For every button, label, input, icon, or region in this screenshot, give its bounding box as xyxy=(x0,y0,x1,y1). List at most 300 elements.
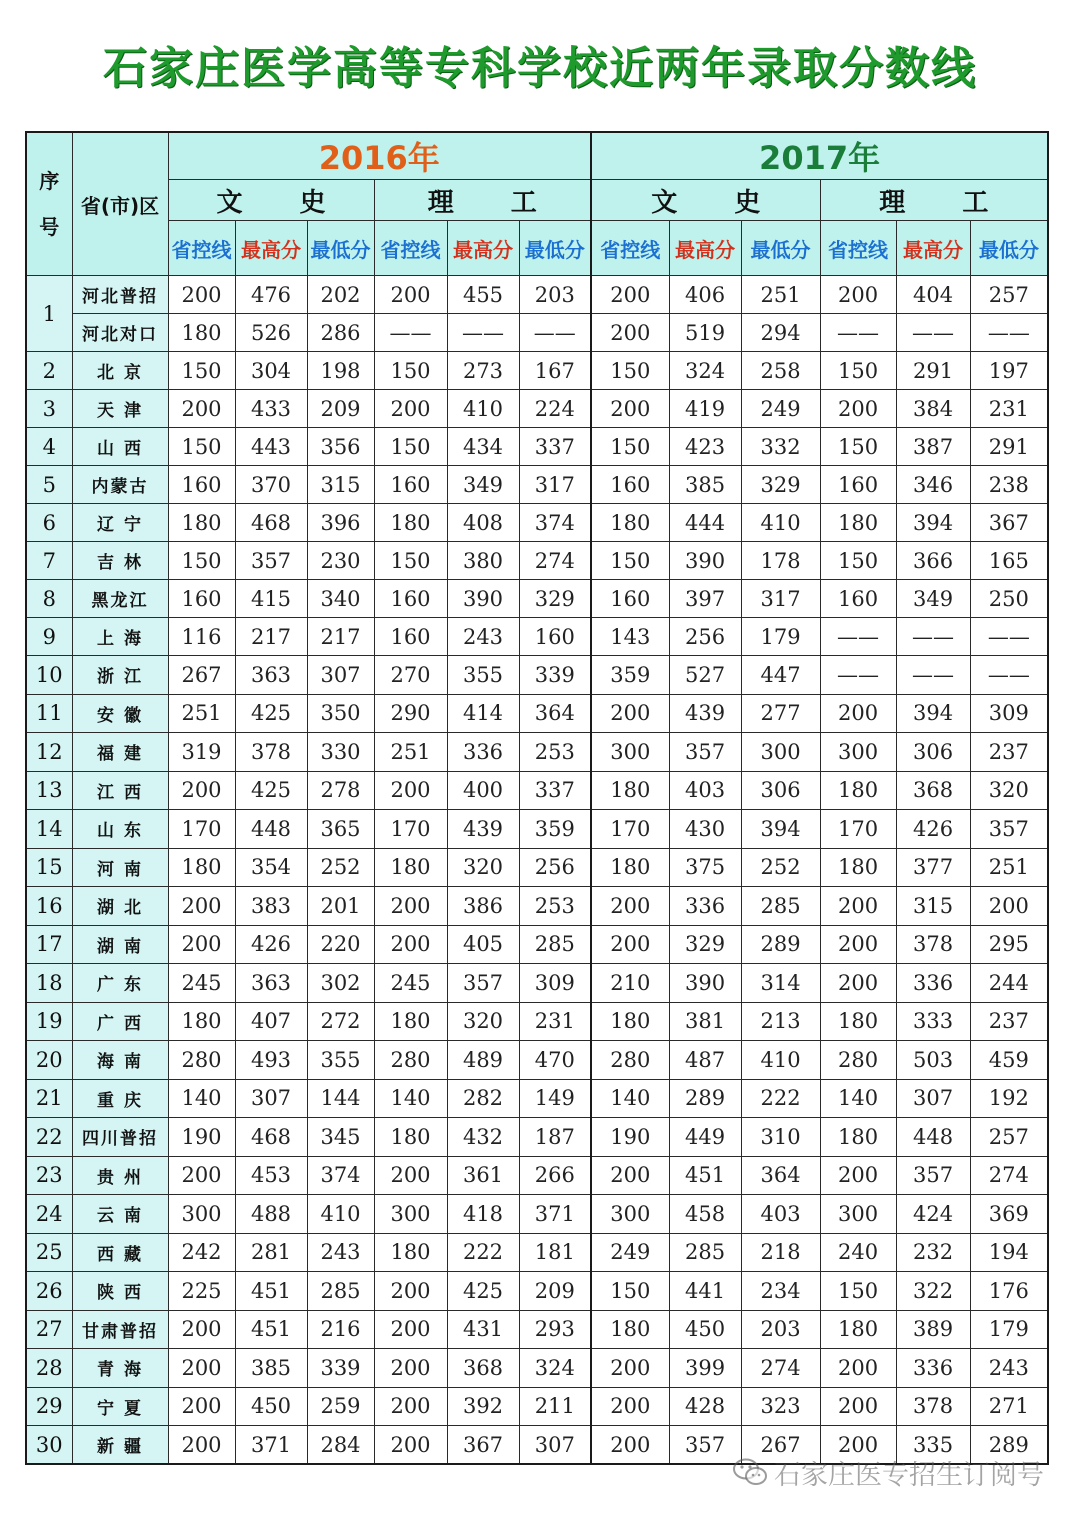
score-cell: —— xyxy=(896,314,970,352)
score-cell: 160 xyxy=(591,580,669,618)
score-cell: 293 xyxy=(519,1310,591,1349)
score-cell: 405 xyxy=(447,925,519,964)
score-cell: 458 xyxy=(669,1195,741,1234)
table-row xyxy=(26,848,1048,887)
score-cell: 150 xyxy=(820,352,896,390)
score-cell: 200 xyxy=(168,1426,235,1465)
score-cell: 357 xyxy=(447,964,519,1003)
score-cell: 400 xyxy=(447,771,519,810)
row-seq: 20 xyxy=(26,1041,72,1080)
score-cell: 180 xyxy=(168,848,235,887)
score-cell: 410 xyxy=(741,1041,820,1080)
score-cell: 180 xyxy=(820,848,896,887)
score-cell: 332 xyxy=(741,428,820,466)
score-cell: 200 xyxy=(820,925,896,964)
row-province: 黑龙江 xyxy=(72,580,168,618)
score-cell: 419 xyxy=(669,390,741,428)
score-cell: 322 xyxy=(896,1272,970,1311)
subheader-min-score: 最低分 xyxy=(741,221,820,276)
score-cell: 278 xyxy=(307,771,374,810)
score-cell: 180 xyxy=(374,1233,447,1272)
score-cell: 374 xyxy=(307,1156,374,1195)
score-cell: 384 xyxy=(896,390,970,428)
score-cell: 200 xyxy=(591,925,669,964)
score-cell: 231 xyxy=(970,390,1048,428)
table-row xyxy=(26,656,1048,695)
score-cell: 267 xyxy=(741,1426,820,1465)
score-cell: 234 xyxy=(741,1272,820,1311)
score-cell: 448 xyxy=(896,1118,970,1157)
score-cell: 280 xyxy=(374,1041,447,1080)
score-cell: 180 xyxy=(168,504,235,542)
score-cell: 179 xyxy=(741,618,820,656)
score-cell: 180 xyxy=(374,504,447,542)
score-cell: 213 xyxy=(741,1002,820,1041)
score-cell: 324 xyxy=(669,352,741,390)
score-cell: 349 xyxy=(447,466,519,504)
score-cell: 406 xyxy=(669,276,741,314)
row-seq: 7 xyxy=(26,542,72,580)
row-seq: 2 xyxy=(26,352,72,390)
row-province: 甘肃普招 xyxy=(72,1310,168,1349)
score-cell: 150 xyxy=(820,428,896,466)
row-province: 天 津 xyxy=(72,390,168,428)
score-cell: 450 xyxy=(669,1310,741,1349)
row-seq: 17 xyxy=(26,925,72,964)
row-province: 福 建 xyxy=(72,733,168,772)
table-row xyxy=(26,466,1048,504)
row-province: 吉 林 xyxy=(72,542,168,580)
score-cell: 294 xyxy=(741,314,820,352)
score-cell: 200 xyxy=(970,887,1048,926)
score-cell: 180 xyxy=(168,314,235,352)
score-cell: 394 xyxy=(896,694,970,733)
score-cell: 277 xyxy=(741,694,820,733)
row-seq: 10 xyxy=(26,656,72,695)
score-cell: 385 xyxy=(235,1349,307,1388)
table-row xyxy=(26,1387,1048,1426)
row-province: 浙 江 xyxy=(72,656,168,695)
score-cell: 230 xyxy=(307,542,374,580)
score-cell: 180 xyxy=(374,1118,447,1157)
row-seq: 5 xyxy=(26,466,72,504)
score-cell: 306 xyxy=(896,733,970,772)
score-cell: 329 xyxy=(669,925,741,964)
score-cell: 150 xyxy=(374,428,447,466)
table-row xyxy=(26,810,1048,849)
score-cell: 180 xyxy=(374,848,447,887)
score-cell: 251 xyxy=(374,733,447,772)
subheader-min-score: 最低分 xyxy=(307,221,374,276)
score-cell: 242 xyxy=(168,1233,235,1272)
row-seq: 1 xyxy=(26,276,72,352)
subheader-min-score: 最低分 xyxy=(519,221,591,276)
score-cell: 179 xyxy=(970,1310,1048,1349)
score-cell: 200 xyxy=(374,276,447,314)
row-seq: 22 xyxy=(26,1118,72,1157)
score-cell: 444 xyxy=(669,504,741,542)
table-row xyxy=(26,1041,1048,1080)
row-seq: 18 xyxy=(26,964,72,1003)
score-cell: 200 xyxy=(591,390,669,428)
score-cell: 300 xyxy=(741,733,820,772)
score-cell: 200 xyxy=(374,1349,447,1388)
row-seq: 3 xyxy=(26,390,72,428)
score-cell: 329 xyxy=(519,580,591,618)
row-seq: 28 xyxy=(26,1349,72,1388)
score-cell: 414 xyxy=(447,694,519,733)
row-seq: 23 xyxy=(26,1156,72,1195)
row-province: 海 南 xyxy=(72,1041,168,1080)
table-row xyxy=(26,1002,1048,1041)
score-cell: 357 xyxy=(970,810,1048,849)
score-cell: 222 xyxy=(741,1079,820,1118)
score-cell: —— xyxy=(820,314,896,352)
score-cell: 337 xyxy=(519,428,591,466)
score-cell: 320 xyxy=(447,848,519,887)
score-cell: 336 xyxy=(896,1349,970,1388)
score-cell: 329 xyxy=(741,466,820,504)
score-cell: 200 xyxy=(820,1387,896,1426)
table-row xyxy=(26,352,1048,390)
score-cell: 200 xyxy=(820,694,896,733)
score-cell: 178 xyxy=(741,542,820,580)
score-cell: 424 xyxy=(896,1195,970,1234)
score-cell: 200 xyxy=(374,887,447,926)
score-cell: 253 xyxy=(519,887,591,926)
table-row xyxy=(26,1349,1048,1388)
score-cell: 245 xyxy=(168,964,235,1003)
score-cell: 209 xyxy=(519,1272,591,1311)
score-cell: 310 xyxy=(741,1118,820,1157)
score-cell: 487 xyxy=(669,1041,741,1080)
score-cell: 300 xyxy=(820,733,896,772)
header-province: 省(市)区 xyxy=(72,132,168,276)
score-cell: 281 xyxy=(235,1233,307,1272)
header-seq-label: 序号 xyxy=(39,169,60,239)
score-cell: 160 xyxy=(820,580,896,618)
score-cell: 385 xyxy=(669,466,741,504)
score-cell: 200 xyxy=(820,390,896,428)
score-cell: 181 xyxy=(519,1233,591,1272)
score-cell: 415 xyxy=(235,580,307,618)
score-cell: 363 xyxy=(235,656,307,695)
score-cell: 527 xyxy=(669,656,741,695)
watermark xyxy=(732,1452,1062,1492)
score-cell: 180 xyxy=(591,504,669,542)
score-cell: 144 xyxy=(307,1079,374,1118)
score-cell: 291 xyxy=(896,352,970,390)
score-cell: 377 xyxy=(896,848,970,887)
row-province: 四川普招 xyxy=(72,1118,168,1157)
table-row xyxy=(26,694,1048,733)
header-2017-wenshi: 文 史 xyxy=(591,180,820,221)
score-cell: 240 xyxy=(820,1233,896,1272)
row-seq: 26 xyxy=(26,1272,72,1311)
score-cell: —— xyxy=(374,314,447,352)
score-cell: 320 xyxy=(447,1002,519,1041)
score-cell: 238 xyxy=(970,466,1048,504)
score-cell: 300 xyxy=(591,1195,669,1234)
score-cell: 150 xyxy=(168,428,235,466)
score-cell: 386 xyxy=(447,887,519,926)
row-province: 山 西 xyxy=(72,428,168,466)
score-cell: 390 xyxy=(669,542,741,580)
score-cell: 200 xyxy=(374,390,447,428)
table-row xyxy=(26,771,1048,810)
score-cell: 389 xyxy=(896,1310,970,1349)
score-cell: 364 xyxy=(519,694,591,733)
row-province: 贵 州 xyxy=(72,1156,168,1195)
score-cell: 410 xyxy=(307,1195,374,1234)
score-cell: 340 xyxy=(307,580,374,618)
score-cell: 339 xyxy=(519,656,591,695)
score-cell: 266 xyxy=(519,1156,591,1195)
score-cell: —— xyxy=(896,618,970,656)
score-cell: 225 xyxy=(168,1272,235,1311)
subheader-max-score: 最高分 xyxy=(669,221,741,276)
table-row xyxy=(26,1310,1048,1349)
score-cell: 211 xyxy=(519,1387,591,1426)
score-cell: 285 xyxy=(669,1233,741,1272)
score-cell: 302 xyxy=(307,964,374,1003)
score-cell: 410 xyxy=(447,390,519,428)
score-cell: 336 xyxy=(669,887,741,926)
row-province: 广 东 xyxy=(72,964,168,1003)
table-row xyxy=(26,733,1048,772)
row-seq: 27 xyxy=(26,1310,72,1349)
score-cell: 309 xyxy=(519,964,591,1003)
subheader-control-line: 省控线 xyxy=(591,221,669,276)
score-cell: 418 xyxy=(447,1195,519,1234)
score-cell: 200 xyxy=(374,1272,447,1311)
score-cell: 519 xyxy=(669,314,741,352)
score-cell: 439 xyxy=(447,810,519,849)
score-cell: 315 xyxy=(307,466,374,504)
score-cell: 271 xyxy=(970,1387,1048,1426)
row-seq: 13 xyxy=(26,771,72,810)
score-cell: 290 xyxy=(374,694,447,733)
score-cell: 150 xyxy=(168,352,235,390)
score-cell: 170 xyxy=(591,810,669,849)
table-row xyxy=(26,314,1048,352)
score-cell: 140 xyxy=(374,1079,447,1118)
score-cell: 488 xyxy=(235,1195,307,1234)
score-cell: 267 xyxy=(168,656,235,695)
score-cell: 140 xyxy=(168,1079,235,1118)
score-cell: 503 xyxy=(896,1041,970,1080)
score-cell: 410 xyxy=(741,504,820,542)
score-cell: 453 xyxy=(235,1156,307,1195)
score-cell: 423 xyxy=(669,428,741,466)
header-2016-ligong: 理 工 xyxy=(374,180,591,221)
score-cell: 160 xyxy=(374,618,447,656)
score-cell: 295 xyxy=(970,925,1048,964)
score-cell: 180 xyxy=(591,771,669,810)
score-cell: 200 xyxy=(168,887,235,926)
row-province: 湖 北 xyxy=(72,887,168,926)
score-cell: 371 xyxy=(235,1426,307,1465)
score-cell: 217 xyxy=(307,618,374,656)
score-cell: 489 xyxy=(447,1041,519,1080)
score-cell: 426 xyxy=(896,810,970,849)
score-cell: 160 xyxy=(591,466,669,504)
row-province: 河 南 xyxy=(72,848,168,887)
score-cell: —— xyxy=(896,656,970,695)
score-cell: 250 xyxy=(970,580,1048,618)
row-seq: 15 xyxy=(26,848,72,887)
score-cell: 476 xyxy=(235,276,307,314)
score-cell: 289 xyxy=(669,1079,741,1118)
header-year-2016: 2016年 xyxy=(168,132,591,180)
score-cell: 217 xyxy=(235,618,307,656)
score-cell: 252 xyxy=(741,848,820,887)
score-cell: 300 xyxy=(591,733,669,772)
score-cell: 526 xyxy=(235,314,307,352)
score-cell: 209 xyxy=(307,390,374,428)
score-cell: 160 xyxy=(168,466,235,504)
row-province: 湖 南 xyxy=(72,925,168,964)
score-cell: 150 xyxy=(591,352,669,390)
score-cell: 200 xyxy=(374,1426,447,1465)
score-cell: 284 xyxy=(307,1426,374,1465)
subheader-control-line: 省控线 xyxy=(374,221,447,276)
score-cell: 200 xyxy=(168,390,235,428)
score-cell: 315 xyxy=(896,887,970,926)
score-cell: 324 xyxy=(519,1349,591,1388)
score-cell: 349 xyxy=(896,580,970,618)
score-cell: 257 xyxy=(970,1118,1048,1157)
score-cell: 180 xyxy=(820,504,896,542)
score-cell: 317 xyxy=(519,466,591,504)
score-cell: 317 xyxy=(741,580,820,618)
score-cell: 289 xyxy=(741,925,820,964)
score-cell: 180 xyxy=(820,771,896,810)
score-cell: 180 xyxy=(168,1002,235,1041)
score-cell: 273 xyxy=(447,352,519,390)
score-cell: 224 xyxy=(519,390,591,428)
score-cell: 167 xyxy=(519,352,591,390)
row-province: 西 藏 xyxy=(72,1233,168,1272)
header-2017-ligong: 理 工 xyxy=(820,180,1048,221)
score-cell: 180 xyxy=(820,1002,896,1041)
score-cell: 380 xyxy=(447,542,519,580)
row-province: 云 南 xyxy=(72,1195,168,1234)
score-cell: 394 xyxy=(896,504,970,542)
score-cell: 197 xyxy=(970,352,1048,390)
score-cell: 330 xyxy=(307,733,374,772)
score-cell: 160 xyxy=(374,580,447,618)
score-cell: 354 xyxy=(235,848,307,887)
score-cell: 455 xyxy=(447,276,519,314)
score-cell: 375 xyxy=(669,848,741,887)
subheader-control-line: 省控线 xyxy=(168,221,235,276)
score-cell: 243 xyxy=(447,618,519,656)
score-cell: 404 xyxy=(896,276,970,314)
score-cell: 336 xyxy=(447,733,519,772)
score-cell: 243 xyxy=(307,1233,374,1272)
score-cell: 150 xyxy=(168,542,235,580)
score-cell: 256 xyxy=(669,618,741,656)
table-row xyxy=(26,276,1048,314)
score-cell: 150 xyxy=(591,428,669,466)
score-cell: 176 xyxy=(970,1272,1048,1311)
score-cell: 365 xyxy=(307,810,374,849)
score-cell: 201 xyxy=(307,887,374,926)
score-cell: 140 xyxy=(591,1079,669,1118)
score-cell: 309 xyxy=(970,694,1048,733)
score-cell: 368 xyxy=(447,1349,519,1388)
score-cell: 200 xyxy=(591,1156,669,1195)
score-cell: 200 xyxy=(820,1156,896,1195)
score-cell: 249 xyxy=(741,390,820,428)
score-cell: 200 xyxy=(591,1349,669,1388)
score-cell: 160 xyxy=(168,580,235,618)
row-province: 青 海 xyxy=(72,1349,168,1388)
score-cell: 200 xyxy=(168,1310,235,1349)
score-cell: 392 xyxy=(447,1387,519,1426)
score-cell: 367 xyxy=(447,1426,519,1465)
score-cell: 200 xyxy=(820,887,896,926)
score-cell: 245 xyxy=(374,964,447,1003)
score-cell: 428 xyxy=(669,1387,741,1426)
row-province: 上 海 xyxy=(72,618,168,656)
score-cell: 448 xyxy=(235,810,307,849)
score-cell: 493 xyxy=(235,1041,307,1080)
score-cell: 251 xyxy=(741,276,820,314)
score-cell: 286 xyxy=(307,314,374,352)
row-province: 北 京 xyxy=(72,352,168,390)
score-cell: 200 xyxy=(168,1349,235,1388)
table-row xyxy=(26,1272,1048,1311)
score-cell: 431 xyxy=(447,1310,519,1349)
score-cell: 180 xyxy=(591,848,669,887)
score-cell: 451 xyxy=(235,1310,307,1349)
row-province: 辽 宁 xyxy=(72,504,168,542)
score-cell: —— xyxy=(970,656,1048,695)
score-cell: 441 xyxy=(669,1272,741,1311)
score-cell: 140 xyxy=(820,1079,896,1118)
score-cell: 387 xyxy=(896,428,970,466)
score-cell: 200 xyxy=(820,276,896,314)
score-cell: 366 xyxy=(896,542,970,580)
score-cell: 203 xyxy=(741,1310,820,1349)
score-cell: 150 xyxy=(820,542,896,580)
score-cell: 285 xyxy=(307,1272,374,1311)
score-cell: 150 xyxy=(374,352,447,390)
score-cell: 307 xyxy=(235,1079,307,1118)
table-row xyxy=(26,542,1048,580)
table-header xyxy=(26,132,1048,276)
score-cell: 357 xyxy=(669,1426,741,1465)
subheader-max-score: 最高分 xyxy=(896,221,970,276)
score-cell: 237 xyxy=(970,733,1048,772)
row-seq: 9 xyxy=(26,618,72,656)
score-cell: 355 xyxy=(447,656,519,695)
score-cell: 270 xyxy=(374,656,447,695)
score-cell: 383 xyxy=(235,887,307,926)
score-cell: 274 xyxy=(519,542,591,580)
score-cell: 253 xyxy=(519,733,591,772)
score-cell: 320 xyxy=(970,771,1048,810)
table-row xyxy=(26,618,1048,656)
score-cell: 425 xyxy=(447,1272,519,1311)
score-cell: 346 xyxy=(896,466,970,504)
score-cell: 258 xyxy=(741,352,820,390)
score-cell: —— xyxy=(820,656,896,695)
row-province: 河北普招 xyxy=(72,276,168,314)
row-province: 广 西 xyxy=(72,1002,168,1041)
